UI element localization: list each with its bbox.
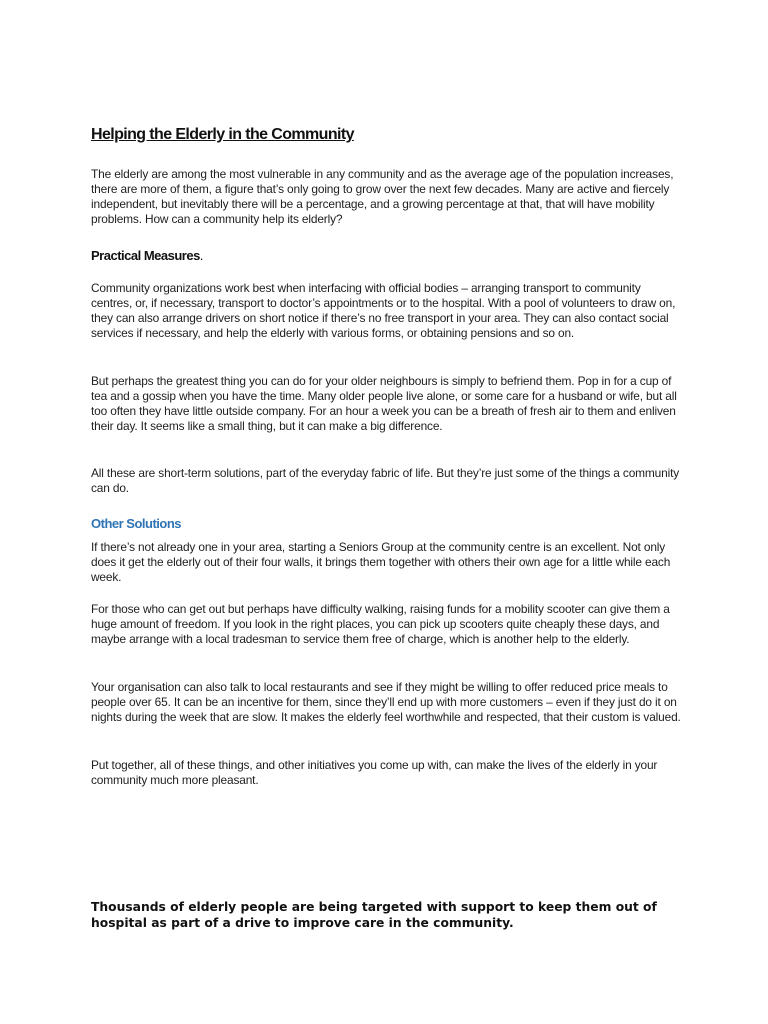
section-heading-practical [91, 248, 203, 263]
practical-paragraph-3: All these are short-term solutions, part of the everyday fabric of life. But they’re just some of the things a community can do. [91, 466, 680, 495]
practical-paragraph-2: But perhaps the greatest thing you can do for your older neighbours is simply to befriend them. Pop in for a cup of tea and a gossip when you have the time. Many older people live alone, or some care for a husband or wife, but all too often they have little outside company. For an hour a week you can be a breath of fresh air to them and enliven their day. It seems like a small thing, but it can make a big difference. [91, 374, 677, 433]
practical-heading-suffix: . [199, 248, 203, 263]
footer-note: Thousands of elderly people are being targeted with support to keep them out of hospital as part of a drive to improve care in the community. [91, 900, 657, 930]
section-heading-other-solutions: Other Solutions [91, 516, 181, 531]
practical-paragraph-1: Community organizations work best when interfacing with official bodies – arranging transport to community centres, or, if necessary, transport to doctor’s appointments or to the hospital. With a pool of volunteers to draw on, they can also arrange drivers on short notice if there’s no free transport in your area. They can also contact social services if necessary, and help the elderly with various forms, or obtaining pensions and so on. [91, 281, 676, 340]
other-paragraph-2: For those who can get out but perhaps have difficulty walking, raising funds for a mobility scooter can give them a huge amount of freedom. If you look in the right places, you can pick up scooters quite cheaply these days, and maybe arrange with a local tradesman to service them free of charge, which is another help to the elderly. [91, 602, 670, 646]
other-paragraph-4: Put together, all of these things, and other initiatives you come up with, can make the lives of the elderly in your community much more pleasant. [91, 758, 658, 787]
practical-heading-text: Practical Measures [91, 248, 200, 263]
document-title: Helping the Elderly in the Community [91, 126, 354, 143]
intro-paragraph: The elderly are among the most vulnerable in any community and as the average age of the population increases, there are more of them, a figure that’s only going to grow over the next few decades. Many are active and fiercely independent, but inevitably there will be a percentage, and a growing percentage at that, that will have mobility problems. How can a community help its elderly? [91, 167, 674, 226]
other-paragraph-3: Your organisation can also talk to local restaurants and see if they might be willing to offer reduced price meals to people over 65. It can be an incentive for them, since they’ll end up with more customers – even if they just do it on nights during the week that are slow. It makes the elderly feel worthwhile and respected, that their custom is valued. [91, 680, 681, 724]
other-paragraph-1: If there’s not already one in your area, starting a Seniors Group at the community centre is an excellent. Not only does it get the elderly out of their four walls, it brings them together with others their own age for a little while each week. [91, 540, 671, 584]
